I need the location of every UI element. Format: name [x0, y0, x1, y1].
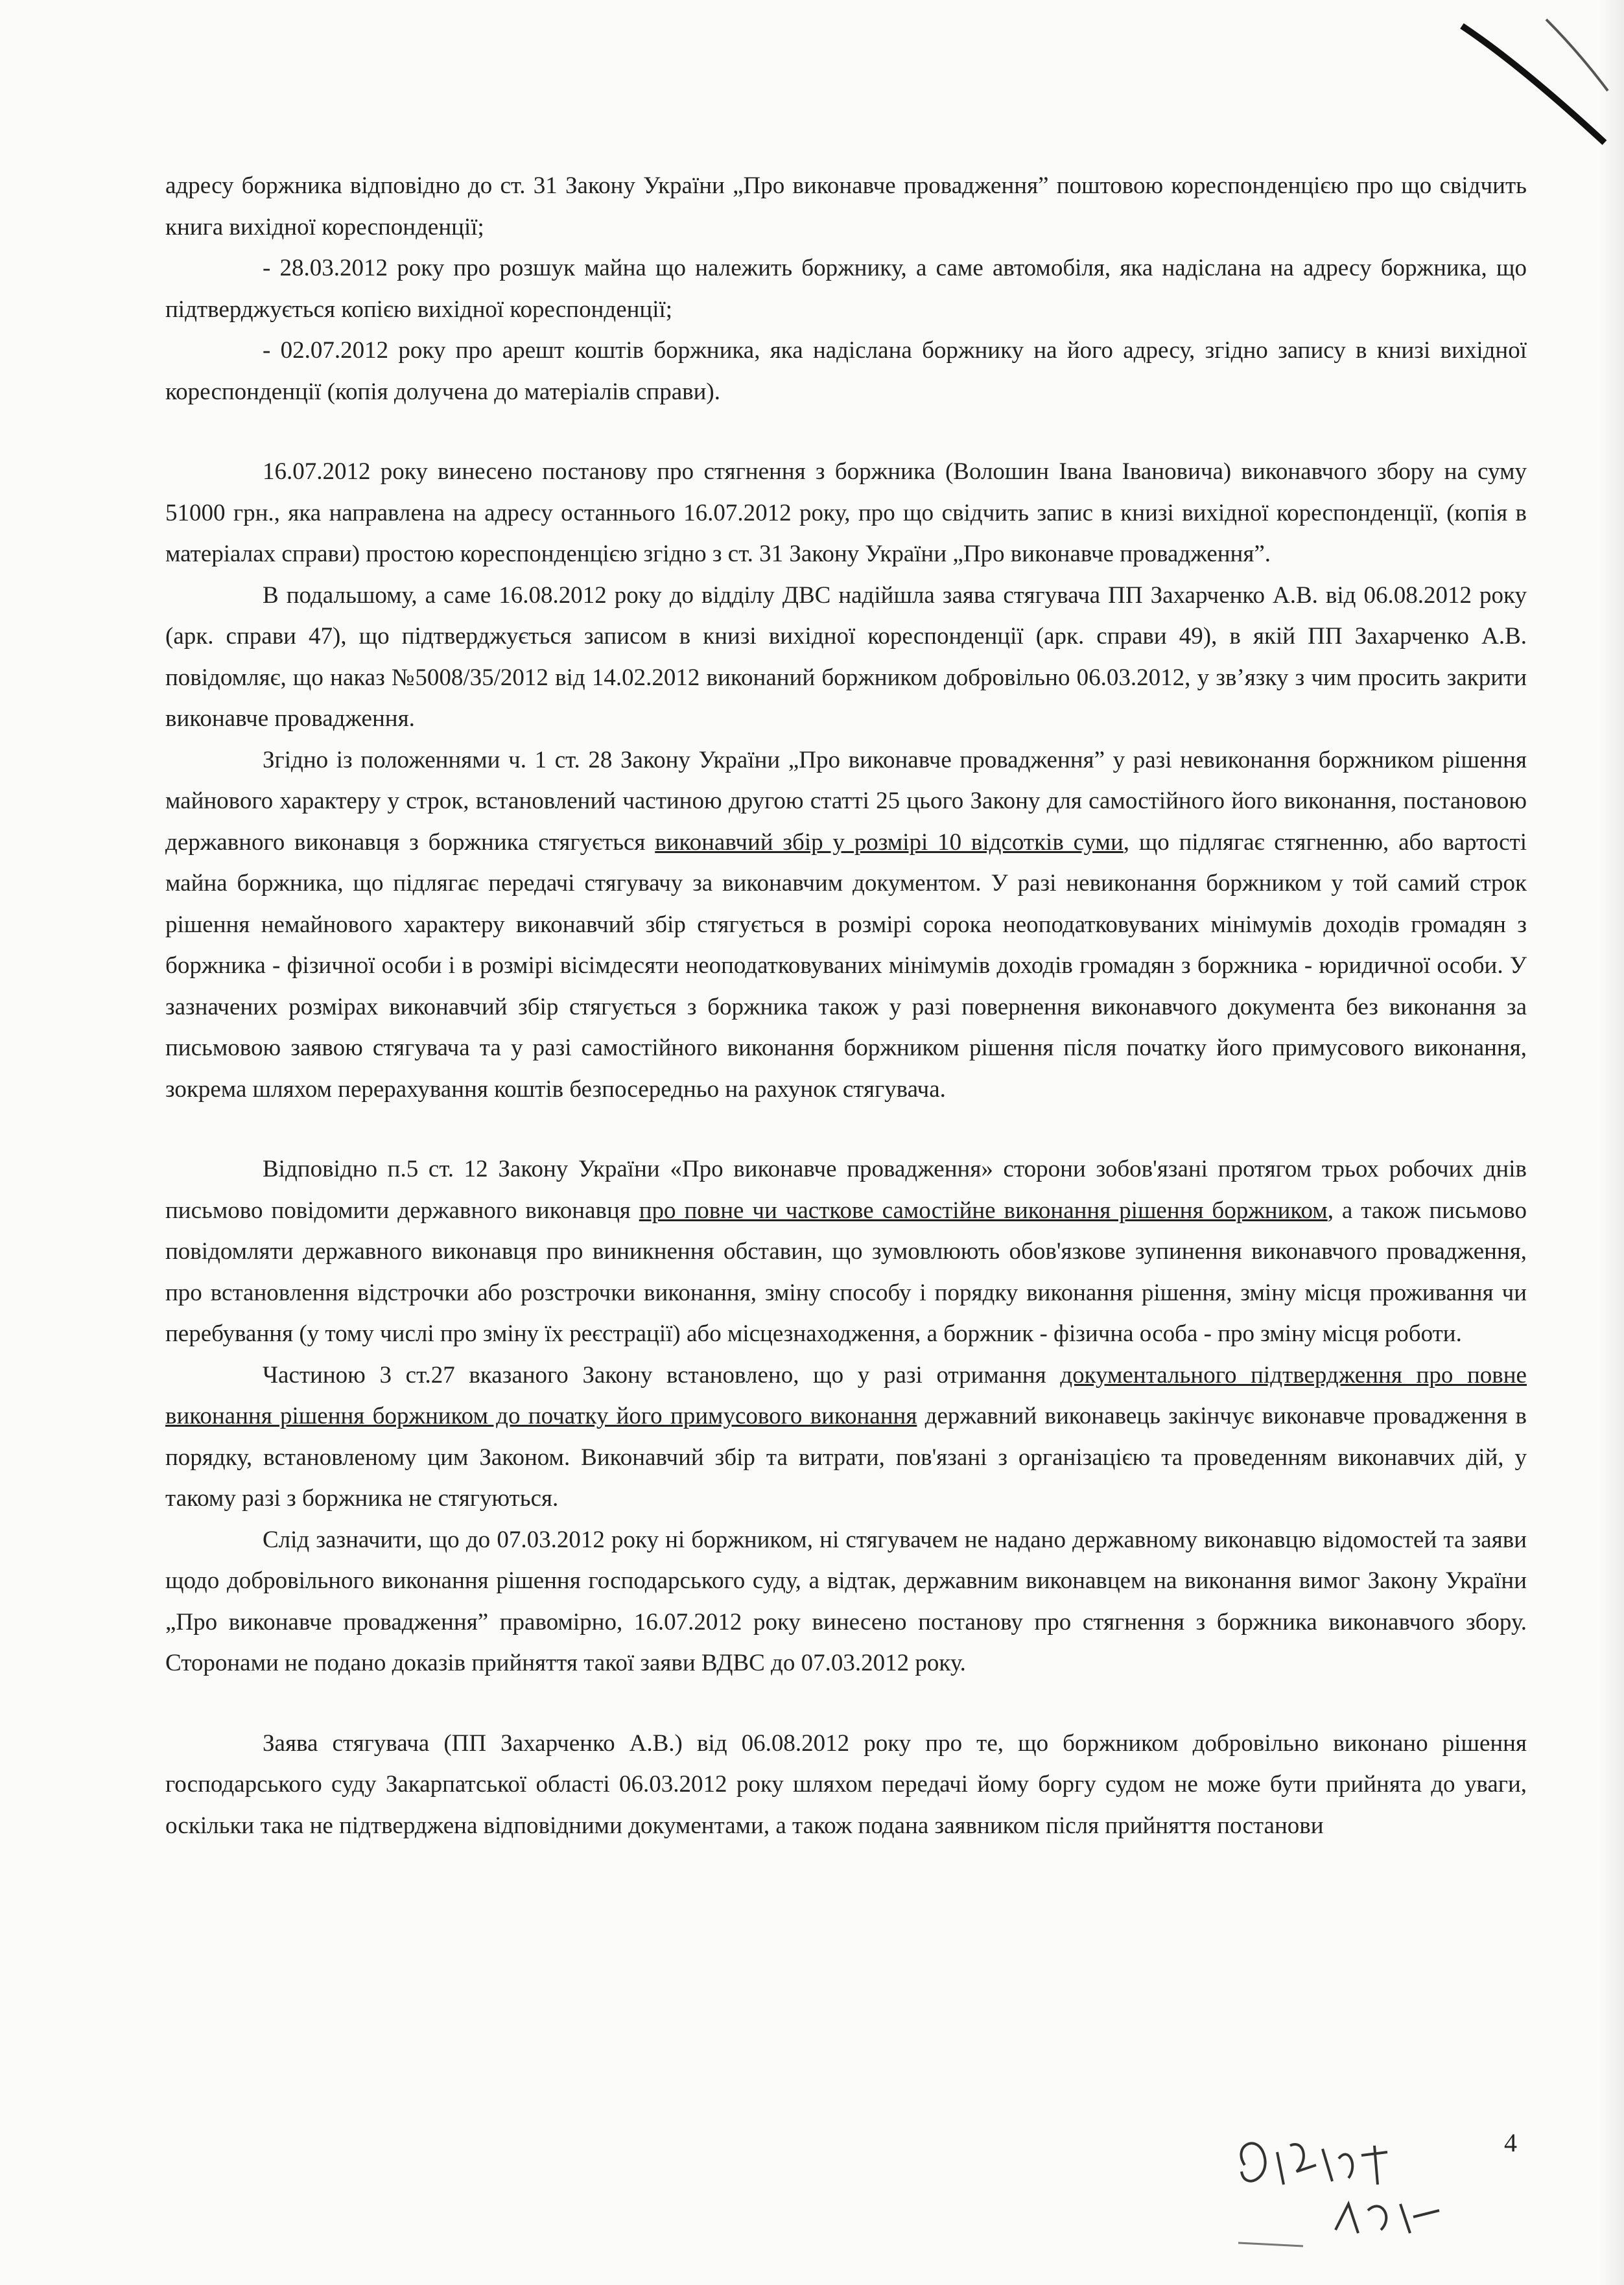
paragraph — [165, 740, 1527, 1110]
text-run: , що підлягає стягненню, або вартості майна боржника, що підлягає передачі стягувачу за виконавчим документом. У разі невиконання боржником у той самий строк рішення немайнового характеру виконавчий збір стягується в розмірі сорока неоподатковуваних мінімумів доходів громадян з боржника - фізичної особи і в розмірі вісімдесяти неоподатковуваних мінімумів доходів громадян з боржника - юридичної особи. У зазначених розмірах виконавчий збір стягується з боржника також у разі повернення виконавчого документа без виконання за письмовою заявою стягувача та у разі самостійного виконання боржником рішення після початку його примусового виконання, зокрема шляхом перерахування коштів безпосередньо на рахунок стягувача. — [165, 828, 1527, 1103]
underlined-text: виконавчий збір у розмірі 10 відсотків суми — [655, 828, 1124, 856]
text-run: Частиною 3 ст.27 вказаного Закону встановлено, що у разі отримання — [263, 1361, 1061, 1389]
paragraph — [165, 1149, 1527, 1355]
paragraph: адресу боржника відповідно до ст. 31 Закону України „Про виконавче провадження” поштовою кореспонденцією про що свідчить книга вихідної кореспонденції; — [165, 172, 1527, 240]
text-run: Відповідно п.5 ст. 12 Закону України «Про виконавче провадження» сторони зобов'язані протягом трьох робочих днів письмово повідомити державного виконавця — [165, 1156, 1527, 1224]
paragraph: В подальшому, а саме 16.08.2012 року до відділу ДВС надійшла заява стягувача ПП Захарченко А.В. від 06.08.2012 року (арк. справи 47), що підтверджується записом в книзі вихідної кореспонденції (арк. справи 49), в якій ПП Захарченко А.В. повідомляє, що наказ №5008/35/2012 від 14.02.2012 виконаний боржником добровільно 06.03.2012, у зв’язку з чим просить закрити виконавче провадження. — [165, 581, 1527, 732]
body-text — [165, 165, 1527, 1846]
paragraph: - 02.07.2012 року про арешт коштів боржника, яка надіслана боржнику на його адресу, згідно запису в книзі вихідної кореспонденції (копія долучена до матеріалів справи). — [165, 337, 1527, 405]
text-run: Згідно із положеннями ч. 1 ст. 28 Закону України „Про виконавче провадження” у разі невиконання боржником рішення майнового характеру у строк, встановлений частиною другою статті 25 цього Закону для самостійного його виконання, постановою державного виконавця з боржника стягується — [165, 746, 1527, 856]
folded-corner-mark — [1442, 13, 1611, 156]
text-run: , а також письмово повідомляти державного виконавця про виникнення обставин, що зумовлюють обов'язкове зупинення виконавчого провадження, про встановлення відстрочки або розстрочки виконання, зміну способу і порядку виконання рішення, зміну місця проживання чи перебування (у тому числі про зміну їх реєстрації) або місцезнаходження, а боржник - фізична особа - про зміну місця роботи. — [165, 1197, 1527, 1347]
text-run: державний виконавець закінчує виконавче провадження в порядку, встановленому цим Законом. Виконавчий збір та витрати, пов'язані з організацією та проведенням виконавчих дій, у такому разі з боржника не стягуються. — [165, 1403, 1527, 1512]
paragraph: 16.07.2012 року винесено постанову про стягнення з боржника (Волошин Івана Івановича) виконавчого збору на суму 51000 грн., яка направлена на адресу останнього 16.07.2012 року, про що свідчить запис в книзі вихідної кореспонденції, (копія в матеріалах справи) простою кореспонденцією згідно з ст. 31 Закону України „Про виконавче провадження”. — [165, 458, 1527, 567]
paragraph: Заява стягувача (ПП Захарченко А.В.) від 06.08.2012 року про те, що боржником добровільно виконано рішення господарського суду Закарпатської області 06.03.2012 року шляхом передачі йому боргу судом не може бути прийнята до уваги, оскільки така не підтверджена відповідними документами, а також подана заявником після прийняття постанови — [165, 1729, 1527, 1839]
underlined-text: документального підтвердження про повне виконання рішення боржником до початку його примусового виконання — [165, 1361, 1527, 1429]
paragraph — [165, 1355, 1527, 1519]
underlined-text: про повне чи часткове самостійне виконання рішення боржником — [639, 1197, 1328, 1224]
paragraph: Слід зазначити, що до 07.03.2012 року ні боржником, ні стягувачем не надано державному виконавцю відомостей та заяви щодо добровільного виконання рішення господарського суду, а відтак, державним виконавцем на виконання вимог Закону України „Про виконавче провадження” правомірно, 16.07.2012 року винесено постанову про стягнення з боржника виконавчого збору. Сторонами не подано доказів прийняття такої заяви ВДВС до 07.03.2012 року. — [165, 1526, 1527, 1676]
page-number: 4 — [1504, 2128, 1517, 2157]
handwritten-signature — [1219, 2120, 1491, 2269]
paragraph: - 28.03.2012 року про розшук майна що належить боржнику, а саме автомобіля, яка надіслана на адресу боржника, що підтверджується копією вихідної кореспонденції; — [165, 255, 1527, 323]
scan-shadow — [1598, 0, 1624, 2285]
